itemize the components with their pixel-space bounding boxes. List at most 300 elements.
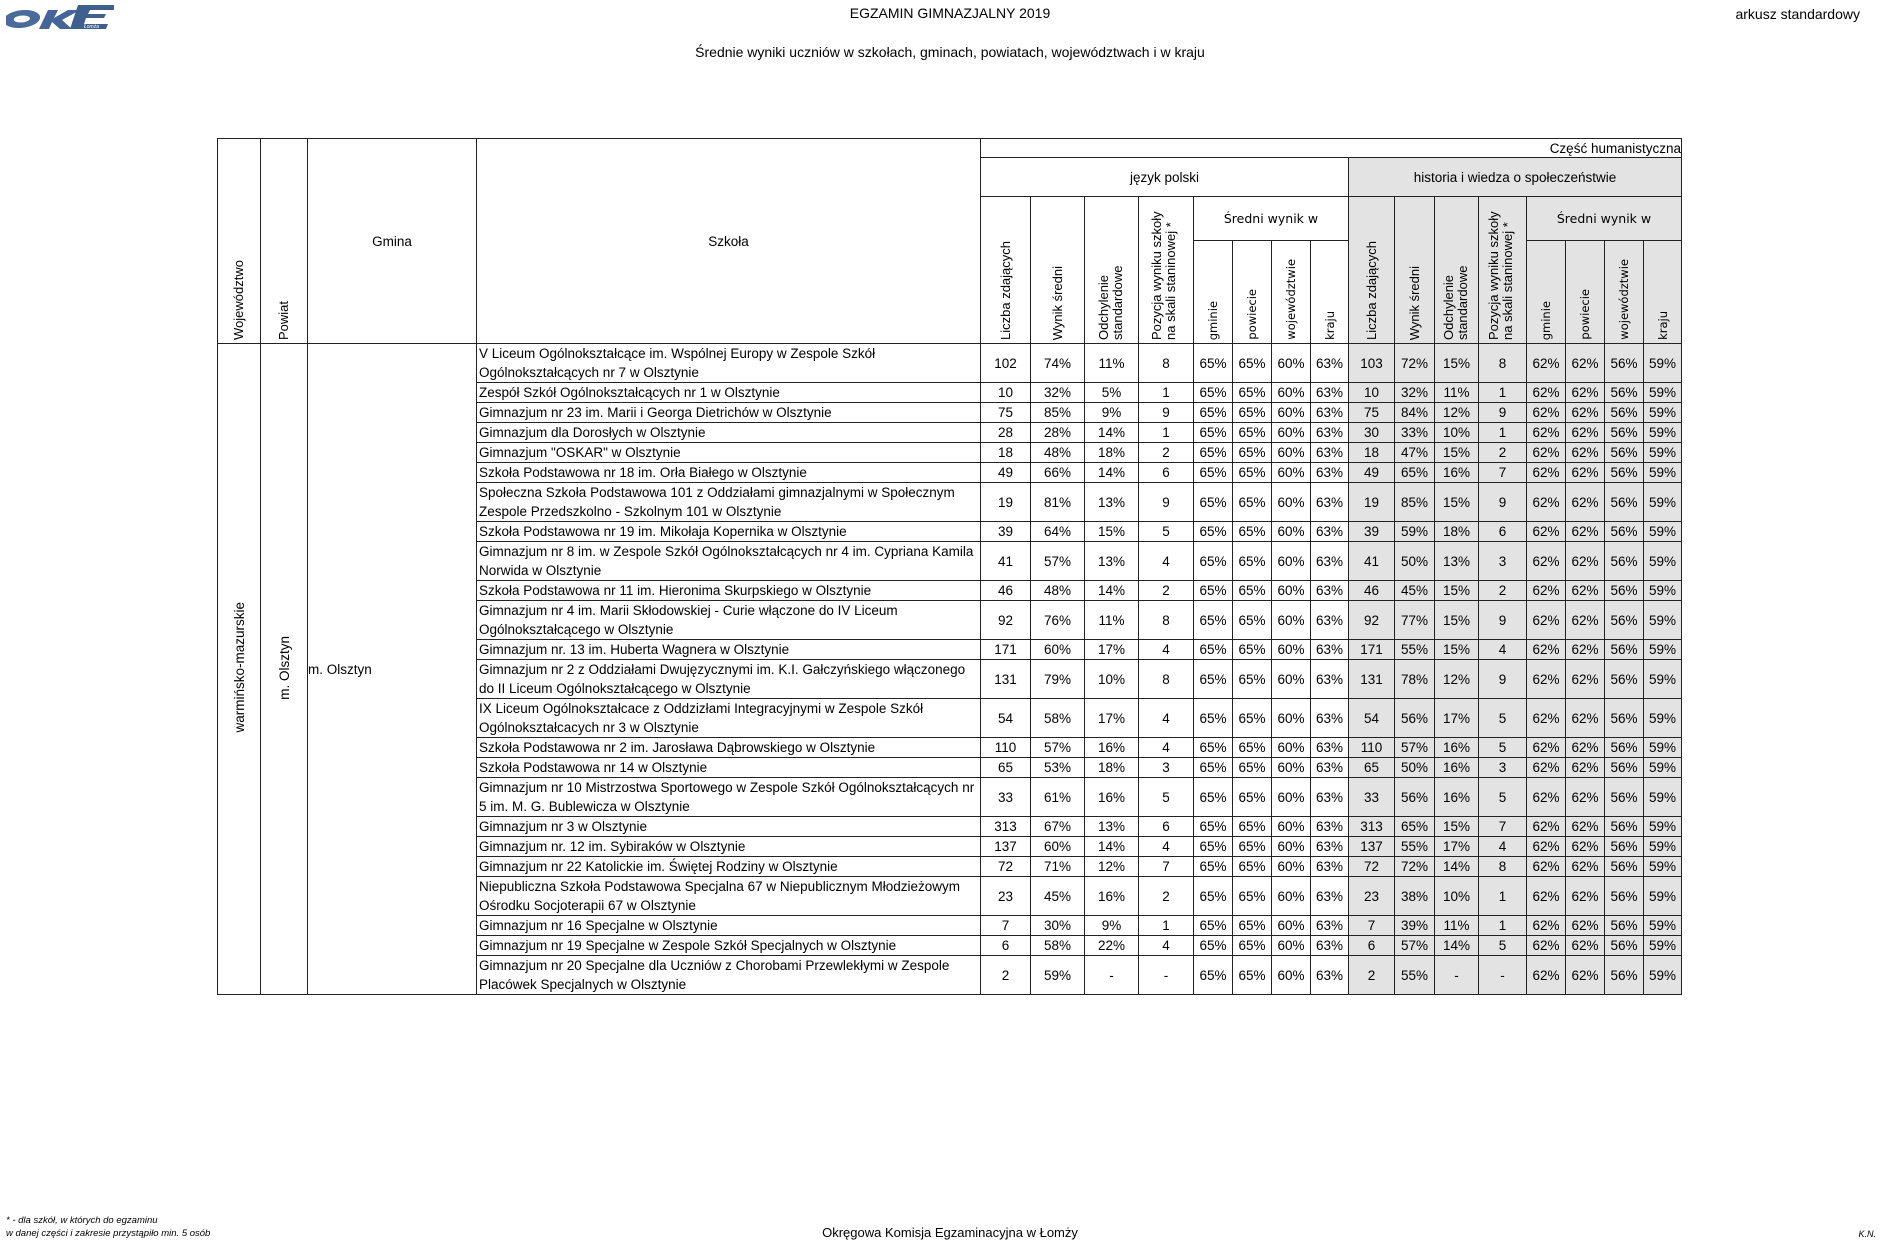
pl-mean: 58% [1031,699,1085,738]
his-stddev: 15% [1435,443,1479,463]
pl-count: 23 [981,877,1031,916]
his-avg-kraju: 59% [1644,542,1682,581]
his-avg-powiecie: 62% [1566,738,1605,758]
pl-stanine: 5 [1139,522,1194,542]
pl-mean: 57% [1031,738,1085,758]
his-header-mean: Wynik średni [1395,197,1435,344]
his-count: 65 [1349,758,1395,778]
his-avg-kraju: 59% [1644,344,1682,383]
pl-count: 102 [981,344,1031,383]
his-avg-kraju: 59% [1644,423,1682,443]
pl-stanine: 7 [1139,857,1194,877]
his-stddev: 12% [1435,660,1479,699]
his-stanine: 7 [1479,817,1527,837]
results-body [218,344,1682,995]
his-stanine: 7 [1479,463,1527,483]
pl-avg-kraju: 63% [1311,817,1349,837]
his-count: 72 [1349,857,1395,877]
pl-avg-powiecie: 65% [1233,916,1272,936]
pl-mean: 28% [1031,423,1085,443]
his-avg-gminie: 62% [1527,463,1566,483]
pl-mean: 57% [1031,542,1085,581]
his-stddev: 15% [1435,601,1479,640]
his-avg-powiecie: 62% [1566,463,1605,483]
his-stddev: 10% [1435,423,1479,443]
his-avg-gminie: 62% [1527,403,1566,423]
school-name: Gimnazjum nr 20 Specjalne dla Uczniów z Chorobami Przewlekłymi w Zespole Placówek Specjalnych w Olsztynie [477,956,981,995]
his-avg-gminie: 62% [1527,837,1566,857]
his-stanine: 1 [1479,916,1527,936]
footer-institution: Okręgowa Komisja Egzaminacyjna w Łomży [822,1225,1078,1240]
pl-avg-powiecie: 65% [1233,542,1272,581]
his-stddev: 13% [1435,542,1479,581]
his-mean: 77% [1395,601,1435,640]
his-count: 30 [1349,423,1395,443]
pl-avg-wojewodztwie: 60% [1272,699,1311,738]
his-stddev: 11% [1435,383,1479,403]
his-count: 137 [1349,837,1395,857]
pl-avg-kraju: 63% [1311,778,1349,817]
his-count: 131 [1349,660,1395,699]
his-avg-powiecie: 62% [1566,443,1605,463]
his-mean: 55% [1395,837,1435,857]
pl-avg-kraju: 63% [1311,956,1349,995]
his-stanine: 9 [1479,601,1527,640]
his-avg-wojewodztwie: 56% [1605,344,1644,383]
his-avg-gminie: 62% [1527,936,1566,956]
pl-avg-gminie: 65% [1194,640,1233,660]
his-avg-wojewodztwie: 56% [1605,542,1644,581]
header-szkola: Szkoła [477,139,981,344]
his-avg-powiecie: 62% [1566,817,1605,837]
his-count: 313 [1349,817,1395,837]
his-header-kraju: kraju [1644,241,1682,344]
pl-stddev: 15% [1085,522,1139,542]
header-powiat: Powiat [261,139,308,344]
his-avg-wojewodztwie: 56% [1605,877,1644,916]
school-name: Gimnazjum nr 23 im. Marii i Georga Dietrichów w Olsztynie [477,403,981,423]
pl-stddev: 14% [1085,581,1139,601]
table-row [218,344,1682,383]
his-mean: 65% [1395,817,1435,837]
his-count: 7 [1349,916,1395,936]
school-name: Gimnazjum nr 4 im. Marii Skłodowskiej - Curie włączone do IV Liceum Ogólnokształcącego w Olsztynie [477,601,981,640]
his-avg-kraju: 59% [1644,778,1682,817]
his-avg-gminie: 62% [1527,640,1566,660]
school-name: Gimnazjum nr 19 Specjalne w Zespole Szkół Specjalnych w Olsztynie [477,936,981,956]
pl-count: 49 [981,463,1031,483]
his-mean: 47% [1395,443,1435,463]
pl-avg-kraju: 63% [1311,601,1349,640]
pl-stddev: 9% [1085,916,1139,936]
his-avg-powiecie: 62% [1566,699,1605,738]
pl-avg-gminie: 65% [1194,778,1233,817]
his-avg-powiecie: 62% [1566,483,1605,522]
svg-text:Łomża: Łomża [84,24,100,30]
pl-avg-kraju: 63% [1311,403,1349,423]
his-stanine: 3 [1479,758,1527,778]
pl-avg-gminie: 65% [1194,463,1233,483]
pl-avg-powiecie: 65% [1233,857,1272,877]
his-mean: 72% [1395,857,1435,877]
pl-avg-powiecie: 65% [1233,877,1272,916]
school-name: Gimnazjum nr. 12 im. Sybiraków w Olsztynie [477,837,981,857]
school-name: Gimnazjum nr 10 Mistrzostwa Sportowego w Zespole Szkół Ogólnokształcących nr 5 im. M. G. Bublewicza w Olsztynie [477,778,981,817]
pl-avg-wojewodztwie: 60% [1272,817,1311,837]
his-count: 10 [1349,383,1395,403]
pl-stddev: 11% [1085,344,1139,383]
his-avg-powiecie: 62% [1566,403,1605,423]
pl-count: 19 [981,483,1031,522]
pl-mean: 60% [1031,640,1085,660]
his-stddev: - [1435,956,1479,995]
his-avg-kraju: 59% [1644,383,1682,403]
his-avg-gminie: 62% [1527,601,1566,640]
his-avg-kraju: 59% [1644,817,1682,837]
pl-stddev: 14% [1085,463,1139,483]
his-avg-kraju: 59% [1644,443,1682,463]
pl-mean: 53% [1031,758,1085,778]
his-avg-powiecie: 62% [1566,581,1605,601]
his-count: 19 [1349,483,1395,522]
pl-avg-wojewodztwie: 60% [1272,877,1311,916]
pl-stanine: 2 [1139,443,1194,463]
school-name: Gimnazjum nr 8 im. w Zespole Szkół Ogólnokształcących nr 4 im. Cypriana Kamila Norwida w Olsztynie [477,542,981,581]
his-header-stanine: Pozycja wyniku szkoły na skali staninowej * [1479,197,1527,344]
pl-stddev: 14% [1085,423,1139,443]
pl-avg-powiecie: 65% [1233,423,1272,443]
his-stddev: 17% [1435,837,1479,857]
his-stddev: 15% [1435,817,1479,837]
pl-avg-wojewodztwie: 60% [1272,423,1311,443]
his-avg-wojewodztwie: 56% [1605,817,1644,837]
his-stddev: 16% [1435,738,1479,758]
his-avg-powiecie: 62% [1566,877,1605,916]
pl-count: 28 [981,423,1031,443]
his-avg-wojewodztwie: 56% [1605,463,1644,483]
pl-stddev: 17% [1085,640,1139,660]
pl-avg-powiecie: 65% [1233,778,1272,817]
pl-avg-kraju: 63% [1311,738,1349,758]
pl-avg-wojewodztwie: 60% [1272,640,1311,660]
pl-count: 6 [981,936,1031,956]
pl-avg-group: Średni wynik w [1194,197,1349,241]
his-stanine: 8 [1479,344,1527,383]
pl-avg-gminie: 65% [1194,581,1233,601]
pl-count: 41 [981,542,1031,581]
pl-avg-wojewodztwie: 60% [1272,916,1311,936]
his-avg-kraju: 59% [1644,660,1682,699]
pl-stddev: 12% [1085,857,1139,877]
pl-avg-powiecie: 65% [1233,758,1272,778]
his-stddev: 16% [1435,778,1479,817]
his-avg-gminie: 62% [1527,857,1566,877]
pl-stanine: 1 [1139,423,1194,443]
pl-count: 54 [981,699,1031,738]
school-name: V Liceum Ogólnokształcące im. Wspólnej Europy w Zespole Szkół Ogólnokształcących nr 7 w Olsztynie [477,344,981,383]
pl-avg-gminie: 65% [1194,699,1233,738]
pl-avg-kraju: 63% [1311,581,1349,601]
pl-avg-kraju: 63% [1311,443,1349,463]
school-name: Społeczna Szkoła Podstawowa 101 z Oddziałami gimnazjalnymi w Społecznym Zespole Przedszkolno - Szkolnym 101 w Olsztynie [477,483,981,522]
pl-header-stddev: Odchylenie standardowe [1085,197,1139,344]
his-stanine: 1 [1479,383,1527,403]
pl-stanine: 4 [1139,640,1194,660]
his-stddev: 14% [1435,857,1479,877]
school-name: Szkoła Podstawowa nr 18 im. Orła Białego w Olsztynie [477,463,981,483]
pl-avg-kraju: 63% [1311,522,1349,542]
his-mean: 72% [1395,344,1435,383]
his-avg-wojewodztwie: 56% [1605,778,1644,817]
powiat-cell: m. Olsztyn [261,344,308,995]
pl-header-count: Liczba zdających [981,197,1031,344]
pl-header-mean: Wynik średni [1031,197,1085,344]
pl-avg-kraju: 63% [1311,857,1349,877]
pl-avg-gminie: 65% [1194,738,1233,758]
his-avg-gminie: 62% [1527,443,1566,463]
pl-header-powiecie: powiecie [1233,241,1272,344]
pl-stanine: 2 [1139,877,1194,916]
pl-avg-powiecie: 65% [1233,483,1272,522]
pl-avg-kraju: 63% [1311,877,1349,916]
pl-avg-gminie: 65% [1194,403,1233,423]
pl-avg-powiecie: 65% [1233,443,1272,463]
pl-avg-gminie: 65% [1194,483,1233,522]
pl-count: 18 [981,443,1031,463]
his-avg-powiecie: 62% [1566,837,1605,857]
his-avg-kraju: 59% [1644,483,1682,522]
pl-count: 7 [981,916,1031,936]
his-stddev: 11% [1435,916,1479,936]
his-avg-powiecie: 62% [1566,601,1605,640]
his-avg-wojewodztwie: 56% [1605,956,1644,995]
document-subtitle: Średnie wyniki uczniów w szkołach, gminach, powiatach, województwach i w kraju [695,44,1205,60]
his-avg-powiecie: 62% [1566,640,1605,660]
pl-count: 10 [981,383,1031,403]
his-mean: 57% [1395,738,1435,758]
document-title: EGZAMIN GIMNAZJALNY 2019 [849,5,1051,21]
pl-stddev: 22% [1085,936,1139,956]
footnote-line-2: w danej części i zakresie przystąpiło min. 5 osób [6,1228,211,1239]
his-stanine: 9 [1479,403,1527,423]
pl-header-gminie: gminie [1194,241,1233,344]
wojewodztwo-cell: warmińsko-mazurskie [218,344,261,995]
pl-avg-gminie: 65% [1194,344,1233,383]
his-count: 49 [1349,463,1395,483]
his-mean: 57% [1395,936,1435,956]
pl-stanine: 4 [1139,837,1194,857]
his-avg-gminie: 62% [1527,344,1566,383]
pl-stddev: 9% [1085,403,1139,423]
his-avg-gminie: 62% [1527,758,1566,778]
his-avg-powiecie: 62% [1566,542,1605,581]
pl-avg-powiecie: 65% [1233,601,1272,640]
pl-count: 313 [981,817,1031,837]
pl-stddev: 13% [1085,817,1139,837]
pl-stanine: 8 [1139,344,1194,383]
pl-avg-powiecie: 65% [1233,403,1272,423]
school-name: Gimnazjum nr 16 Specjalne w Olsztynie [477,916,981,936]
pl-avg-powiecie: 65% [1233,581,1272,601]
pl-mean: 58% [1031,936,1085,956]
his-avg-wojewodztwie: 56% [1605,383,1644,403]
pl-avg-powiecie: 65% [1233,936,1272,956]
his-stddev: 15% [1435,483,1479,522]
his-stddev: 16% [1435,758,1479,778]
his-avg-powiecie: 62% [1566,857,1605,877]
pl-mean: 66% [1031,463,1085,483]
footer-initials: K.N. [1858,1229,1876,1239]
his-avg-wojewodztwie: 56% [1605,522,1644,542]
his-stanine: 1 [1479,877,1527,916]
his-mean: 33% [1395,423,1435,443]
pl-stddev: - [1085,956,1139,995]
his-avg-wojewodztwie: 56% [1605,699,1644,738]
his-stanine: 4 [1479,837,1527,857]
his-stanine: 6 [1479,522,1527,542]
his-stanine: 5 [1479,778,1527,817]
pl-avg-kraju: 63% [1311,660,1349,699]
his-count: 171 [1349,640,1395,660]
pl-stanine: 4 [1139,738,1194,758]
his-stddev: 14% [1435,936,1479,956]
pl-count: 46 [981,581,1031,601]
pl-stanine: 5 [1139,778,1194,817]
his-avg-kraju: 59% [1644,581,1682,601]
school-name: Gimnazjum nr. 13 im. Huberta Wagnera w Olsztynie [477,640,981,660]
his-count: 39 [1349,522,1395,542]
gmina-cell: m. Olsztyn [308,344,477,995]
school-name: Gimnazjum dla Dorosłych w Olsztynie [477,423,981,443]
his-avg-wojewodztwie: 56% [1605,916,1644,936]
pl-avg-gminie: 65% [1194,443,1233,463]
his-header-wojewodztwie: województwie [1605,241,1644,344]
pl-avg-powiecie: 65% [1233,383,1272,403]
his-avg-powiecie: 62% [1566,936,1605,956]
pl-avg-kraju: 63% [1311,463,1349,483]
his-avg-wojewodztwie: 56% [1605,581,1644,601]
his-stanine: 2 [1479,443,1527,463]
pl-mean: 32% [1031,383,1085,403]
pl-count: 137 [981,837,1031,857]
his-avg-wojewodztwie: 56% [1605,837,1644,857]
pl-avg-kraju: 63% [1311,344,1349,383]
his-count: 103 [1349,344,1395,383]
pl-avg-wojewodztwie: 60% [1272,522,1311,542]
pl-stddev: 16% [1085,877,1139,916]
pl-avg-kraju: 63% [1311,916,1349,936]
his-avg-wojewodztwie: 56% [1605,660,1644,699]
his-avg-kraju: 59% [1644,916,1682,936]
his-stanine: 9 [1479,483,1527,522]
his-avg-powiecie: 62% [1566,778,1605,817]
pl-stddev: 16% [1085,778,1139,817]
pl-avg-gminie: 65% [1194,817,1233,837]
pl-avg-wojewodztwie: 60% [1272,956,1311,995]
his-avg-gminie: 62% [1527,581,1566,601]
pl-avg-wojewodztwie: 60% [1272,601,1311,640]
pl-avg-wojewodztwie: 60% [1272,463,1311,483]
pl-avg-wojewodztwie: 60% [1272,443,1311,463]
his-avg-gminie: 62% [1527,542,1566,581]
pl-stddev: 16% [1085,738,1139,758]
pl-avg-gminie: 65% [1194,877,1233,916]
pl-avg-wojewodztwie: 60% [1272,837,1311,857]
pl-count: 2 [981,956,1031,995]
pl-mean: 60% [1031,837,1085,857]
his-count: 33 [1349,778,1395,817]
pl-avg-gminie: 65% [1194,660,1233,699]
pl-avg-kraju: 63% [1311,758,1349,778]
pl-stanine: 3 [1139,758,1194,778]
his-count: 92 [1349,601,1395,640]
his-avg-wojewodztwie: 56% [1605,483,1644,522]
school-name: Szkoła Podstawowa nr 2 im. Jarosława Dąbrowskiego w Olsztynie [477,738,981,758]
his-stanine: 4 [1479,640,1527,660]
his-mean: 59% [1395,522,1435,542]
his-avg-powiecie: 62% [1566,383,1605,403]
his-mean: 78% [1395,660,1435,699]
his-stanine: 5 [1479,699,1527,738]
pl-avg-kraju: 63% [1311,383,1349,403]
pl-avg-wojewodztwie: 60% [1272,542,1311,581]
pl-mean: 79% [1031,660,1085,699]
pl-mean: 48% [1031,581,1085,601]
pl-avg-wojewodztwie: 60% [1272,483,1311,522]
pl-avg-powiecie: 65% [1233,699,1272,738]
pl-avg-gminie: 65% [1194,758,1233,778]
his-avg-gminie: 62% [1527,699,1566,738]
pl-avg-gminie: 65% [1194,423,1233,443]
his-stanine: 3 [1479,542,1527,581]
his-header-powiecie: powiecie [1566,241,1605,344]
his-count: 75 [1349,403,1395,423]
subject-polish: język polski [981,158,1349,197]
pl-avg-wojewodztwie: 60% [1272,758,1311,778]
his-mean: 55% [1395,956,1435,995]
pl-avg-powiecie: 65% [1233,956,1272,995]
pl-mean: 74% [1031,344,1085,383]
pl-avg-gminie: 65% [1194,857,1233,877]
pl-avg-gminie: 65% [1194,956,1233,995]
his-avg-gminie: 62% [1527,956,1566,995]
his-avg-powiecie: 62% [1566,660,1605,699]
his-stddev: 12% [1435,403,1479,423]
his-avg-powiecie: 62% [1566,522,1605,542]
pl-count: 131 [981,660,1031,699]
pl-stanine: 8 [1139,660,1194,699]
results-table [217,138,1682,995]
his-avg-wojewodztwie: 56% [1605,738,1644,758]
his-avg-kraju: 59% [1644,403,1682,423]
pl-stddev: 18% [1085,758,1139,778]
pl-stanine: 4 [1139,699,1194,738]
pl-count: 75 [981,403,1031,423]
pl-header-kraju: kraju [1311,241,1349,344]
his-stanine: 2 [1479,581,1527,601]
header-gmina: Gmina [308,139,477,344]
pl-avg-powiecie: 65% [1233,522,1272,542]
his-header-stddev: Odchylenie standardowe [1435,197,1479,344]
pl-stddev: 11% [1085,601,1139,640]
pl-avg-powiecie: 65% [1233,640,1272,660]
pl-stddev: 13% [1085,542,1139,581]
his-avg-powiecie: 62% [1566,956,1605,995]
his-avg-gminie: 62% [1527,738,1566,758]
school-name: Zespół Szkół Ogólnokształcących nr 1 w Olsztynie [477,383,981,403]
his-avg-powiecie: 62% [1566,758,1605,778]
pl-mean: 67% [1031,817,1085,837]
